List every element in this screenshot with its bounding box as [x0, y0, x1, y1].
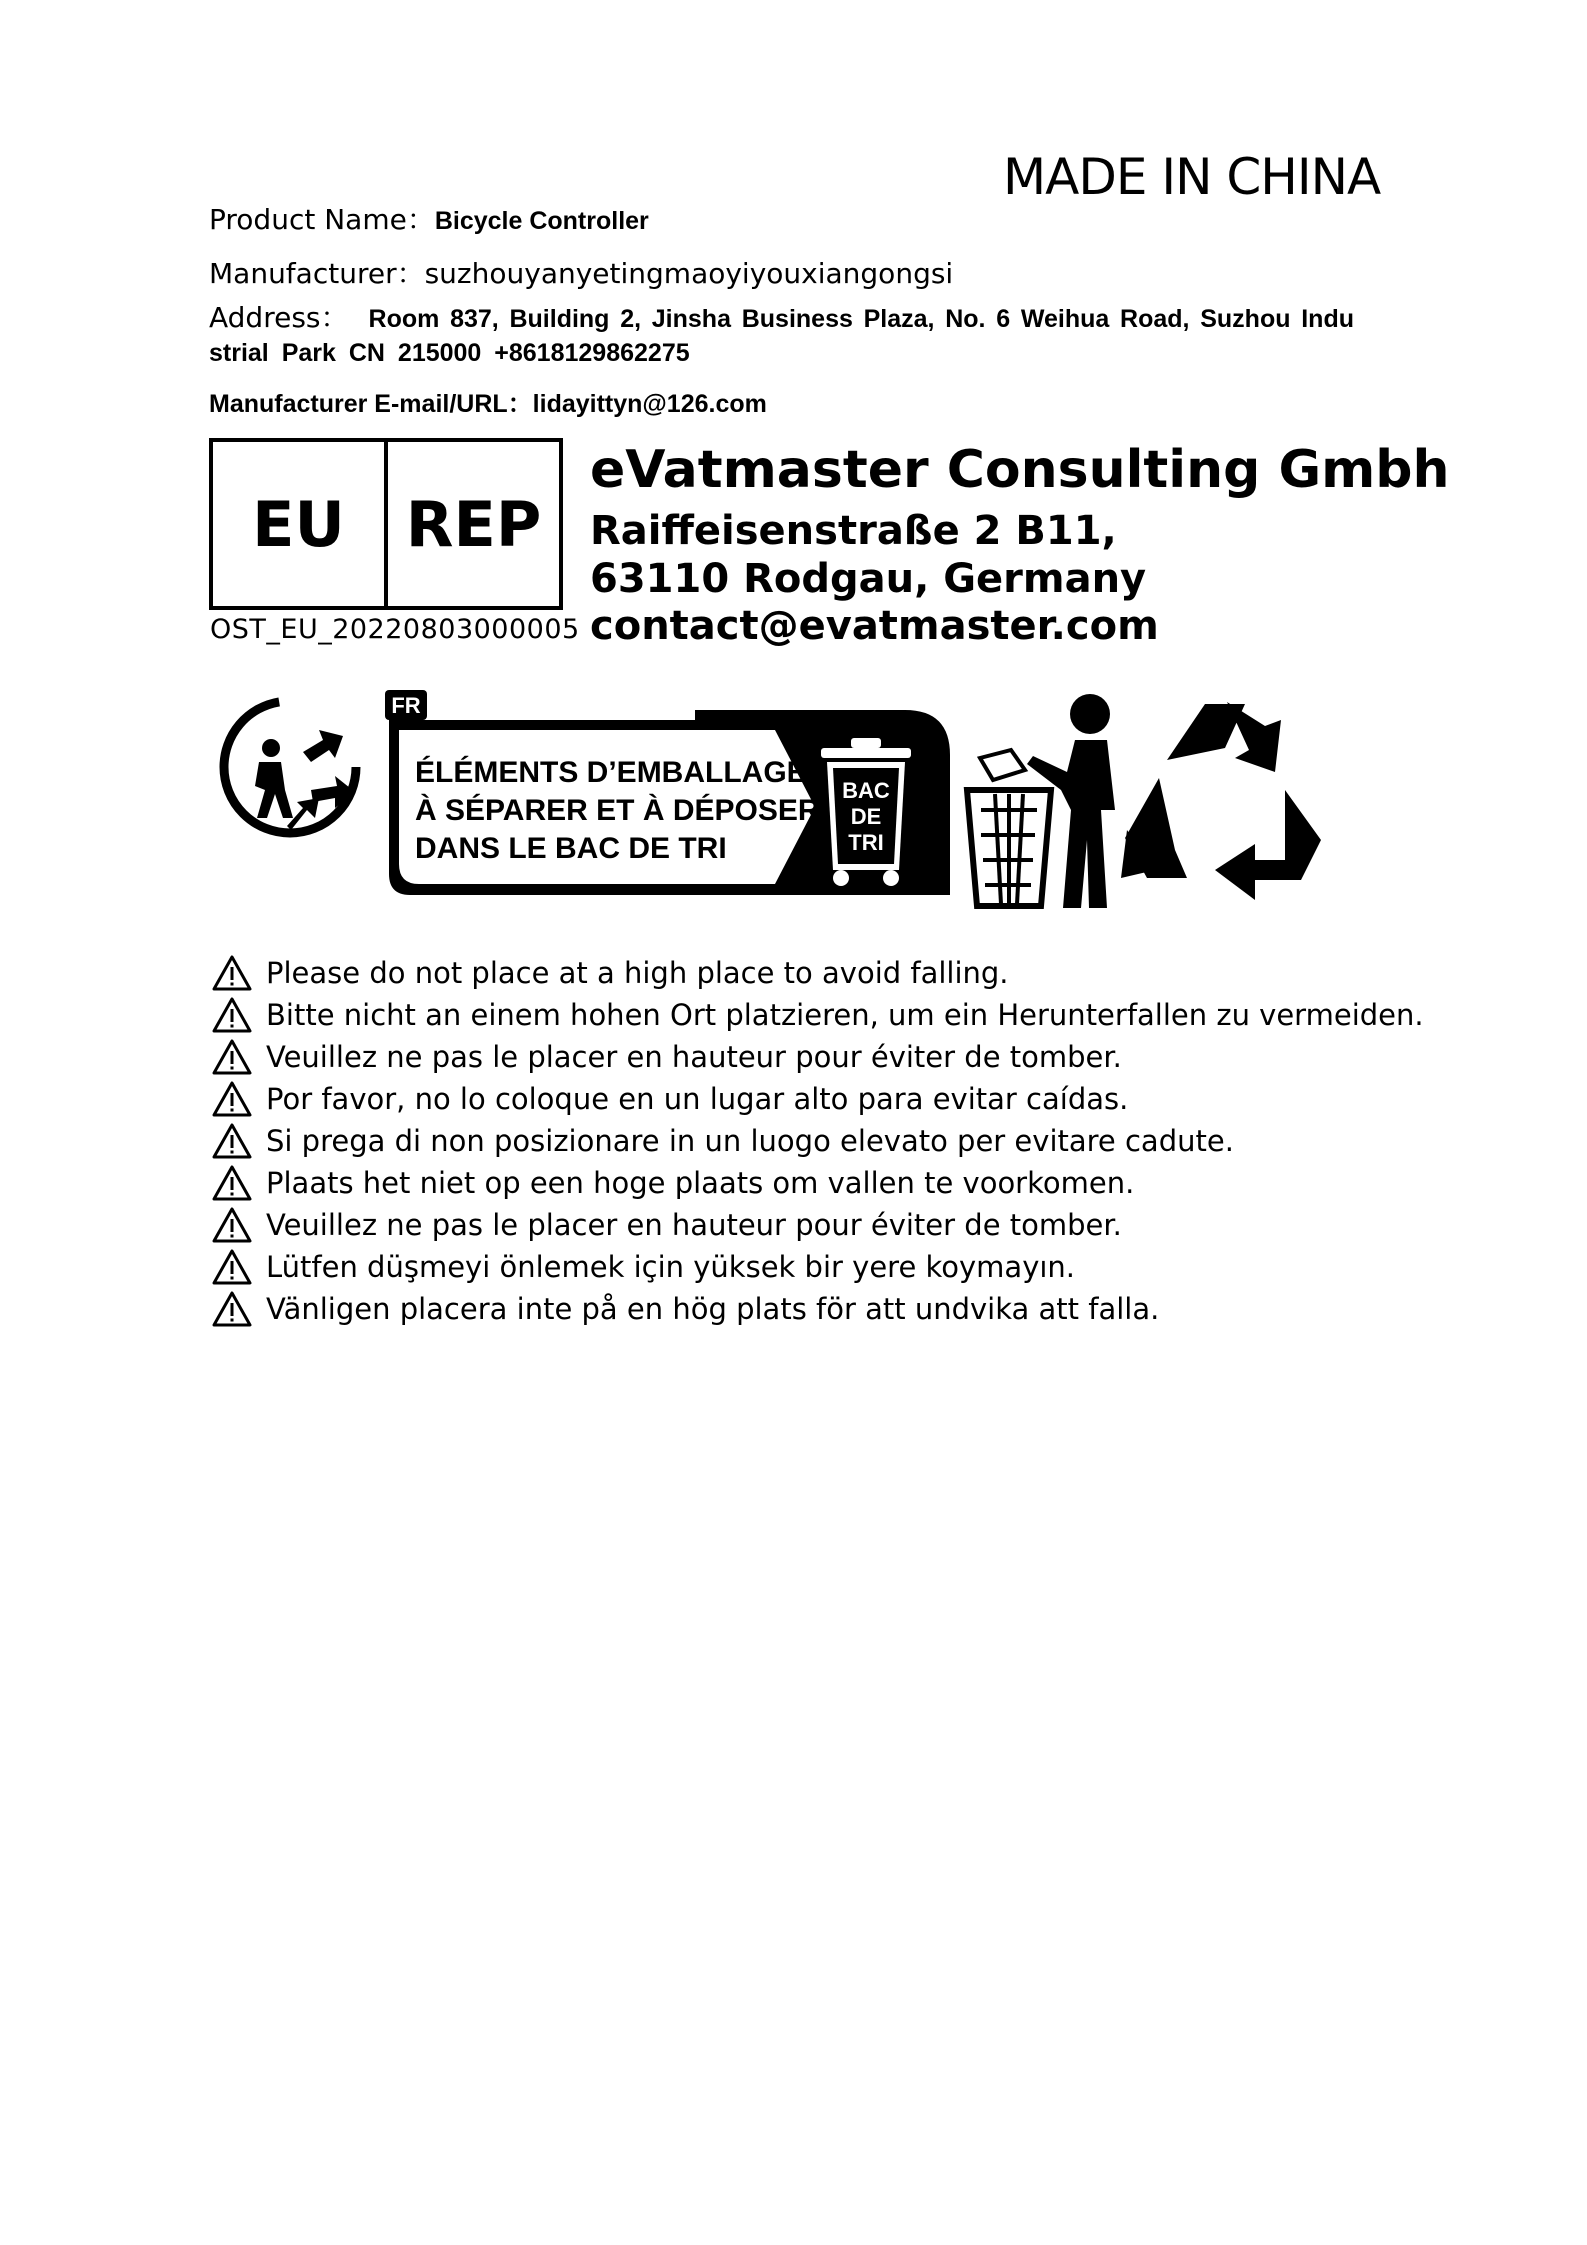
recycling-symbols [215, 690, 1350, 915]
warning-item [212, 1120, 1424, 1162]
triman-bin-line-3: TRI [848, 830, 884, 855]
warning-item [212, 952, 1424, 994]
warning-item [212, 1162, 1424, 1204]
eu-registration-id: OST_EU_20220803000005 [210, 614, 580, 645]
address-line-1: Room 837, Building 2, Jinsha Business Plaza, No. 6 Weihua Road, Suzhou Indu [368, 305, 1354, 333]
warning-list [212, 952, 1424, 1330]
product-name-value: Bicycle Controller [434, 207, 649, 235]
warning-item [212, 1078, 1424, 1120]
eu-rep-email: contact@evatmaster.com [590, 603, 1159, 649]
eu-rep-company: eVatmaster Consulting Gmbh [590, 440, 1450, 500]
warning-triangle-icon [212, 1249, 252, 1285]
recycle-icon [1121, 702, 1321, 900]
eu-rep-badge [209, 438, 563, 610]
warning-item [212, 1204, 1424, 1246]
triman-info-banner [385, 690, 950, 895]
warning-text: Bitte nicht an einem hohen Ort platzieren, um ein Herunterfallen zu vermeiden. [266, 998, 1424, 1032]
warning-item [212, 994, 1424, 1036]
warning-text: Plaats het niet op een hoge plaats om vallen te voorkomen. [266, 1166, 1135, 1200]
rep-badge-cell: REP [405, 487, 542, 561]
warning-triangle-icon [212, 955, 252, 991]
triman-bin-line-1: BAC [842, 778, 890, 803]
warning-text: Lütfen düşmeyi önlemek için yüksek bir yere koymayın. [266, 1250, 1076, 1284]
product-name-label: Product Name： [209, 203, 435, 236]
warning-triangle-icon [212, 1207, 252, 1243]
warning-triangle-icon [212, 1081, 252, 1117]
address-line-2: strial Park CN 215000 +8618129862275 [209, 339, 690, 367]
warning-item [212, 1288, 1424, 1330]
triman-country-code: FR [391, 693, 421, 718]
contact-row [209, 384, 767, 420]
triman-bin-line-2: DE [850, 804, 882, 829]
warning-item [212, 1246, 1424, 1288]
product-name-row [209, 198, 649, 238]
contact-label: Manufacturer E-mail/URL： [209, 390, 533, 418]
warning-text: Veuillez ne pas le placer en hauteur pour éviter de tomber. [266, 1040, 1122, 1074]
eu-rep-city: 63110 Rodgau, Germany [590, 556, 1147, 602]
warning-triangle-icon [212, 1123, 252, 1159]
triman-icon [224, 701, 356, 833]
address-row [209, 296, 1354, 336]
made-in-china-label: MADE IN CHINA [1003, 148, 1381, 206]
warning-item [212, 1036, 1424, 1078]
contact-value: lidayittyn@126.com [532, 390, 767, 418]
tidyman-icon [967, 694, 1115, 908]
triman-line-2: À SÉPARER ET À DÉPOSER [415, 794, 820, 827]
eu-rep-street: Raiffeisenstraße 2 B11, [590, 508, 1117, 554]
warning-text: Por favor, no lo coloque en un lugar alto para evitar caídas. [266, 1082, 1129, 1116]
warning-text: Veuillez ne pas le placer en hauteur pour éviter de tomber. [266, 1208, 1122, 1242]
warning-text: Vänligen placera inte på en hög plats för att undvika att falla. [266, 1292, 1160, 1326]
manufacturer-label: Manufacturer： [209, 257, 425, 290]
warning-text: Please do not place at a high place to avoid falling. [266, 956, 1009, 990]
manufacturer-value: suzhouyanyetingmaoyiyouxiangongsi [424, 257, 954, 290]
address-label: Address： [209, 301, 349, 334]
warning-triangle-icon [212, 1291, 252, 1327]
warning-text: Si prega di non posizionare in un luogo elevato per evitare cadute. [266, 1124, 1234, 1158]
warning-triangle-icon [212, 997, 252, 1033]
manufacturer-row [209, 252, 953, 292]
triman-line-1: ÉLÉMENTS D’EMBALLAGE [415, 756, 807, 789]
warning-triangle-icon [212, 1039, 252, 1075]
warning-triangle-icon [212, 1165, 252, 1201]
eu-badge-cell: EU [213, 442, 388, 606]
triman-line-3: DANS LE BAC DE TRI [415, 832, 727, 865]
